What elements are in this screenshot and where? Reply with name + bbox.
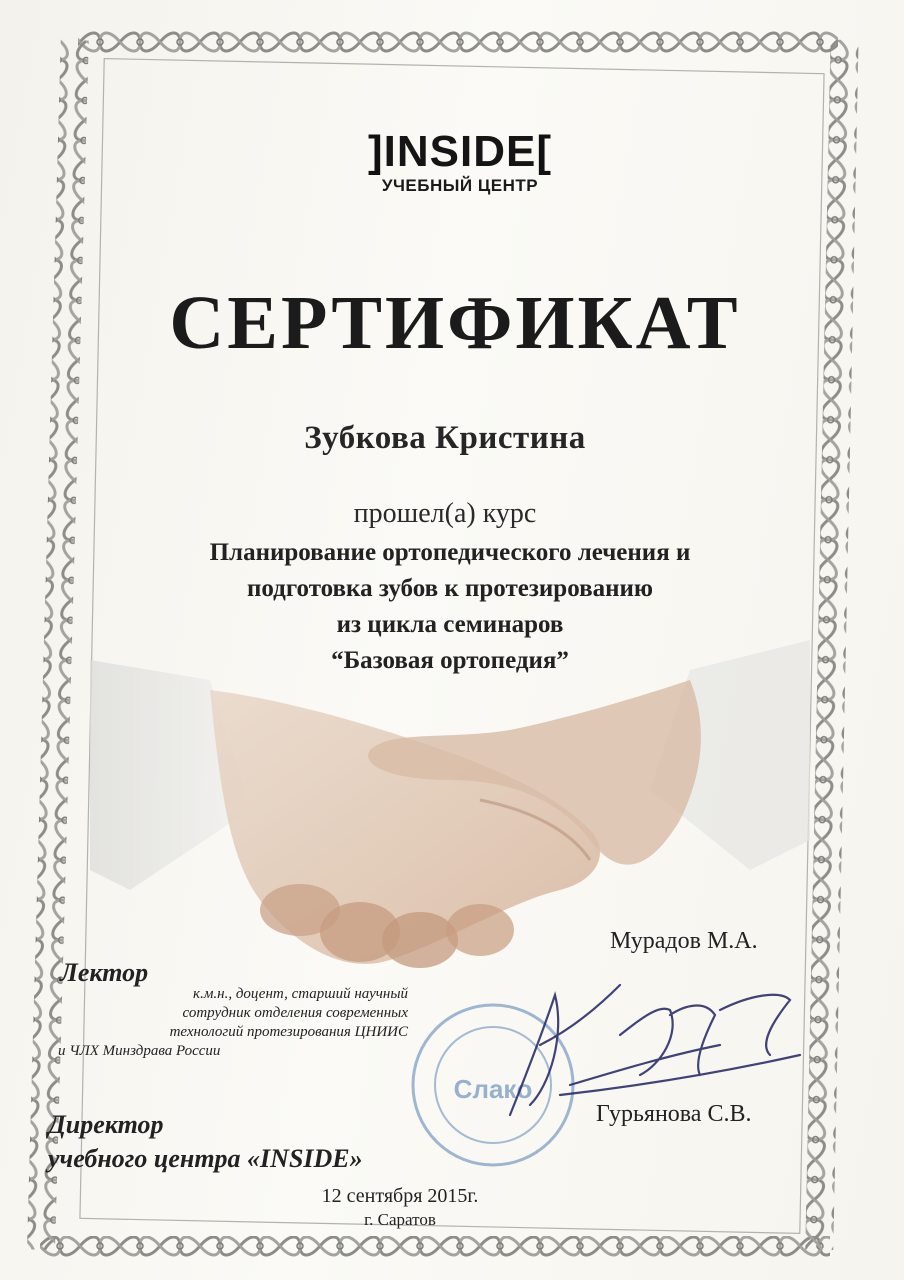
lector-desc-line-1: к.м.н., доцент, старший научный: [193, 986, 408, 1002]
recipient-name: Зубкова Кристина: [304, 420, 586, 456]
stamp-text: Слакo: [453, 1074, 533, 1104]
date-text: 12 сентября 2015г.: [321, 1185, 479, 1207]
course-line-3: из цикла семинаров: [336, 611, 564, 638]
city-text: г. Саратов: [364, 1210, 436, 1229]
inside-logo: ]INSIDE[ УЧЕБНЫЙ ЦЕНТР: [330, 128, 590, 196]
course-line-4: “Базовая ортопедия”: [331, 647, 569, 674]
passed-course-text: прошел(а) курс: [353, 498, 537, 529]
course-line-2: подготовка зубов к протезированию: [247, 575, 653, 602]
lector-label: Лектор: [60, 958, 149, 987]
certificate-title: СЕРТИФИКАТ: [169, 281, 741, 365]
director-label: [48, 1108, 363, 1176]
lector-desc-line-3: технологий протезирования ЦНИИС: [169, 1024, 408, 1040]
director-line-1: Директор: [48, 1110, 164, 1139]
director-line-2: учебного центра «INSIDE»: [48, 1144, 363, 1173]
course-line-1: Планирование ортопедического лечения и: [209, 539, 691, 566]
lector-description: [48, 985, 408, 1061]
lector-name: Мурадов М.А.: [610, 928, 758, 954]
director-name: Гурьянова С.В.: [596, 1101, 752, 1127]
logo-brand: INSIDE: [383, 127, 537, 176]
lector-desc-line-2: сотрудник отделения современных: [182, 1005, 408, 1021]
lector-desc-line-4: и ЧЛХ Минздрава России: [58, 1043, 221, 1059]
course-title: [90, 535, 810, 679]
logo-subtitle: УЧЕБНЫЙ ЦЕНТР: [381, 176, 539, 195]
issue-date: [300, 1184, 500, 1232]
